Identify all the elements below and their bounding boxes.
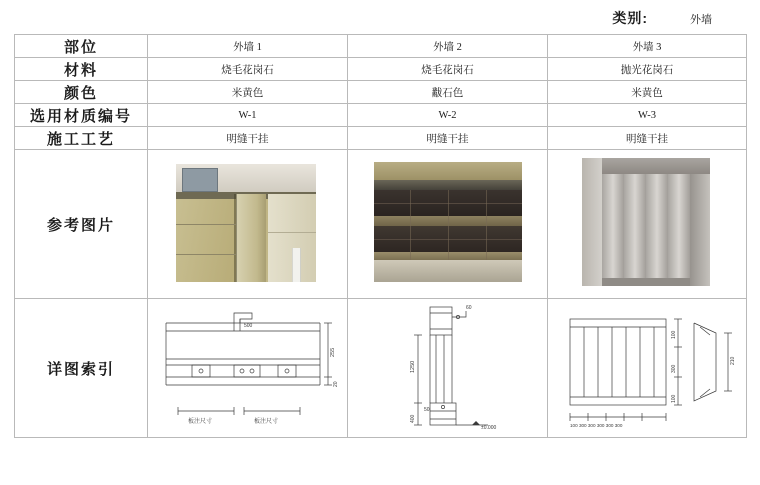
cell-code-col1: W-1: [148, 104, 348, 127]
row-header-code: 选用材质编号: [15, 104, 148, 127]
detail3-dim-300-a: 300: [671, 364, 677, 373]
cell-material-col3: 抛光花岗石: [548, 58, 747, 81]
detail2-level-marker: ±0.000: [481, 425, 497, 431]
dark-stone-banded-facade-photo: [374, 162, 522, 282]
cell-part-col3: 外墙 3: [548, 35, 747, 58]
row-header-photo: 参考图片: [15, 150, 148, 299]
category-value: 外墙: [690, 14, 712, 26]
detail1-dim-500: 500: [244, 323, 253, 329]
horizontal-section-dry-hang-detail: [148, 299, 347, 437]
detail3-dim-100-a: 100: [671, 330, 677, 339]
cell-detail-col3: [548, 299, 747, 438]
beige-flamed-granite-corner-photo: [176, 164, 316, 282]
cell-material-col1: 烧毛花岗石: [148, 58, 348, 81]
table-row-material: [15, 58, 747, 81]
detail1-label-left: 板注尺寸: [188, 419, 213, 425]
cell-craft-col2: 明缝干挂: [348, 127, 548, 150]
chevron-panel-plan-detail: [548, 299, 746, 437]
cell-photo-col2: [348, 150, 548, 299]
vertical-section-dry-hang-detail: [348, 299, 547, 437]
row-header-craft: 施工工艺: [15, 127, 148, 150]
page-header: [0, 0, 760, 34]
cell-part-col2: 外墙 2: [348, 35, 548, 58]
cell-photo-col1: [148, 150, 348, 299]
detail2-dim-50: 50: [424, 407, 430, 413]
cell-code-col2: W-2: [348, 104, 548, 127]
table-row-photo: [15, 150, 747, 299]
cell-craft-col1: 明缝干挂: [148, 127, 348, 150]
row-header-color: 颜色: [15, 81, 148, 104]
cell-part-col1: 外墙 1: [148, 35, 348, 58]
table-row-craft: [15, 127, 747, 150]
cell-color-col2: 黻石色: [348, 81, 548, 104]
detail1-dim-20: 20: [333, 381, 339, 387]
cell-material-col2: 烧毛花岗石: [348, 58, 548, 81]
detail3-dim-210: 210: [730, 356, 736, 365]
category-label: 类别:: [612, 10, 648, 26]
row-header-detail: 详图索引: [15, 299, 148, 438]
material-spec-table: [14, 34, 747, 438]
row-header-material: 材料: [15, 58, 148, 81]
table-row-part: [15, 35, 747, 58]
table-row-color: [15, 81, 747, 104]
cell-detail-col1: [148, 299, 348, 438]
detail2-dim-400: 400: [410, 414, 416, 423]
detail3-dim-100-b: 100: [671, 394, 677, 403]
cell-code-col3: W-3: [548, 104, 747, 127]
detail2-dim-60: 60: [466, 305, 472, 311]
cell-craft-col3: 明缝干挂: [548, 127, 747, 150]
cell-color-col1: 米黄色: [148, 81, 348, 104]
detail1-dim-255: 255: [330, 347, 336, 357]
detail3-bottom-dims: 100 300 300 300 300 300: [570, 423, 623, 428]
cell-detail-col2: [348, 299, 548, 438]
row-header-part: 部位: [15, 35, 148, 58]
detail1-label-right: 板注尺寸: [254, 419, 279, 425]
cell-color-col3: 米黄色: [548, 81, 747, 104]
cell-photo-col3: [548, 150, 747, 299]
table-row-code: [15, 104, 747, 127]
detail2-dim-1250: 1250: [410, 360, 416, 373]
table-row-detail: [15, 299, 747, 438]
polished-granite-chevron-panel-photo: [582, 158, 710, 286]
